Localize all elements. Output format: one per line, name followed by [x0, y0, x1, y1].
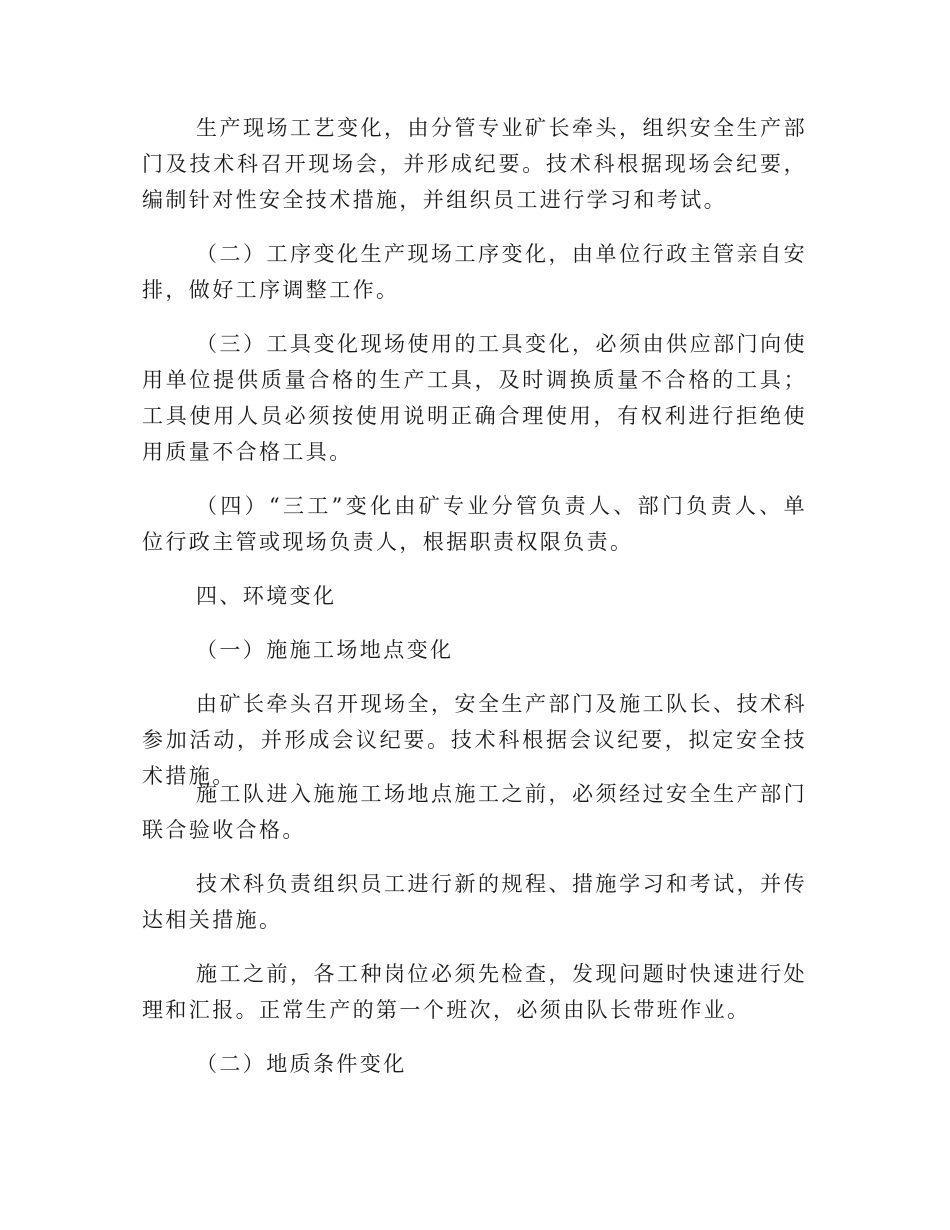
- paragraph-procedure-change: （二）工序变化生产现场工序变化，由单位行政主管亲自安排，做好工序调整工作。: [142, 242, 807, 302]
- subheading-site-change: （一）施施工场地点变化: [196, 638, 454, 662]
- paragraph-process-change: 生产现场工艺变化，由分管专业矿长牵头，组织安全生产部门及技术科召开现场会，并形成纪要。技术科根据现场会纪要，编制针对性安全技术措施，并组织员工进行学习和考试。: [142, 116, 807, 212]
- paragraph-three-workers-change: （四）“三工”变化由矿专业分管负责人、部门负责人、单位行政主管或现场负责人，根据职责权限负责。: [142, 494, 807, 554]
- section-heading-environment: 四、环境变化: [196, 584, 337, 608]
- paragraph-training: 技术科负责组织员工进行新的规程、措施学习和考试，并传达相关措施。: [142, 872, 807, 932]
- paragraph-site-meeting: 由矿长牵头召开现场全，安全生产部门及施工队长、技术科参加活动，并形成会议纪要。技术科根据会议纪要，拟定安全技术措施。: [142, 692, 807, 788]
- subheading-geology-change: （二）地质条件变化: [196, 1052, 407, 1076]
- paragraph-site-acceptance: 施工队进入施施工场地点施工之前，必须经过安全生产部门联合验收合格。: [142, 782, 807, 842]
- paragraph-tool-change: （三）工具变化现场使用的工具变化，必须由供应部门向使用单位提供质量合格的生产工具，及时调换质量不合格的工具；工具使用人员必须按使用说明正确合理使用，有权利进行拒绝使用质量不合格工具。: [142, 332, 807, 464]
- paragraph-inspection: 施工之前，各工种岗位必须先检查，发现问题时快速进行处理和汇报。正常生产的第一个班次，必须由队长带班作业。: [142, 962, 807, 1022]
